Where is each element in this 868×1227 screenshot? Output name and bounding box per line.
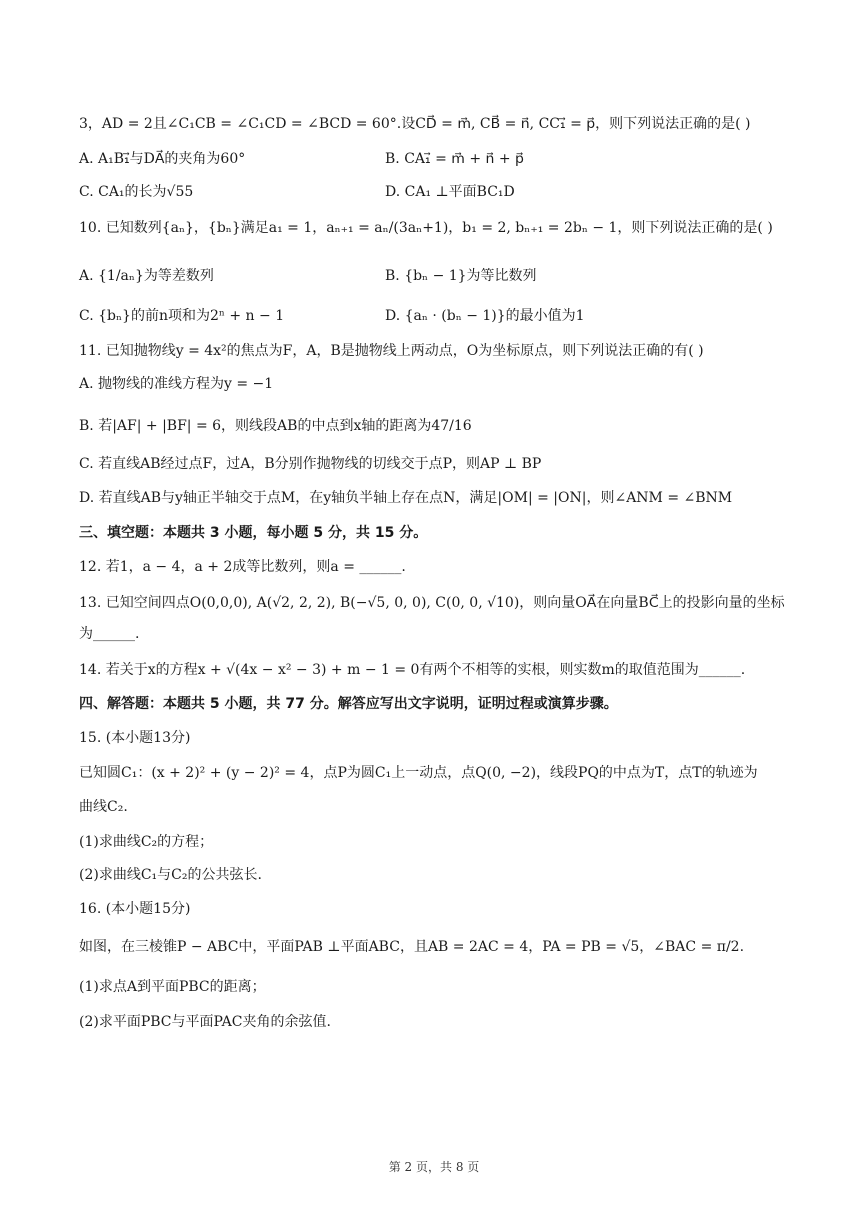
q10-option-c: C. {bₙ}的前n项和为2ⁿ + n − 1 xyxy=(79,308,285,324)
question-16-part-1: (1)求点A到平面PBC的距离； xyxy=(79,979,266,995)
question-11-stem: 11. 已知抛物线y = 4x²的焦点为F，A，B是抛物线上两动点，O为坐标原点，则下列说法正确的有( ) xyxy=(79,343,704,359)
q9-option-c: C. CA₁的长为√55 xyxy=(79,184,194,200)
question-15-stem: 已知圆C₁：(x + 2)² + (y − 2)² = 4，点P为圆C₁上一动点，点Q(0, −2)，线段PQ的中点为T，点T的轨迹为 xyxy=(79,765,758,781)
question-14: 14. 若关于x的方程x + √(4x − x² − 3) + m − 1 = 0有两个不相等的实根，则实数m的取值范围为______. xyxy=(79,662,746,678)
question-15-stem-cont: 曲线C₂. xyxy=(79,799,128,815)
q10-option-d: D. {aₙ · (bₙ − 1)}的最小值为1 xyxy=(385,308,585,324)
q11-option-d: D. 若直线AB与y轴正半轴交于点M，在y轴负半轴上存在点N，满足|OM| = |ON|，则∠ANM = ∠BNM xyxy=(79,490,733,506)
page-footer: 第 2 页，共 8 页 xyxy=(388,1160,480,1174)
question-15-header: 15. (本小题13分) xyxy=(79,730,191,746)
question-16-stem: 如图，在三棱锥P − ABC中，平面PAB ⊥平面ABC，且AB = 2AC = 4，PA = PB = √5，∠BAC = π/2. xyxy=(79,939,745,955)
question-16-part-2: (2)求平面PBC与平面PAC夹角的余弦值. xyxy=(79,1014,331,1030)
question-13: 13. 已知空间四点O(0,0,0), A(√2, 2, 2), B(−√5, 0, 0), C(0, 0, √10)，则向量OA⃗在向量BC⃗上的投影向量的坐标 xyxy=(79,595,785,611)
q10-option-b: B. {bₙ − 1}为等比数列 xyxy=(385,268,537,284)
q10-option-a: A. {1/aₙ}为等差数列 xyxy=(79,268,214,284)
q9-option-a: A. A₁B₁⃗与DA⃗的夹角为60° xyxy=(79,151,246,167)
q9-option-b: B. CA₁⃗ = m⃗ + n⃗ + p⃗ xyxy=(385,151,524,167)
q11-option-b: B. 若|AF| + |BF| = 6，则线段AB的中点到x轴的距离为47/16 xyxy=(79,418,472,434)
question-15-part-1: (1)求曲线C₂的方程； xyxy=(79,834,214,850)
q11-option-c: C. 若直线AB经过点F，过A，B分别作抛物线的切线交于点P，则AP ⊥ BP xyxy=(79,456,542,472)
question-10-stem: 10. 已知数列{aₙ}，{bₙ}满足a₁ = 1，aₙ₊₁ = aₙ/(3aₙ+1)，b₁ = 2, bₙ₊₁ = 2bₙ − 1，则下列说法正确的是( ) xyxy=(79,220,773,236)
question-9-stem-end: 3，AD = 2且∠C₁CB = ∠C₁CD = ∠BCD = 60°.设CD⃗ = m⃗, CB⃗ = n⃗, CC₁⃗ = p⃗，则下列说法正确的是( ) xyxy=(79,116,751,132)
question-16-header: 16. (本小题15分) xyxy=(79,901,191,917)
question-15-part-2: (2)求曲线C₁与C₂的公共弦长. xyxy=(79,867,262,883)
question-13-cont: 为______. xyxy=(79,626,140,642)
section-solve-heading: 四、解答题：本题共 5 小题，共 77 分。解答应写出文字说明，证明过程或演算步骤。 xyxy=(79,696,618,712)
question-12: 12. 若1，a − 4，a + 2成等比数列，则a = ______. xyxy=(79,559,406,575)
section-fill-in-heading: 三、填空题：本题共 3 小题，每小题 5 分，共 15 分。 xyxy=(79,525,428,541)
q9-option-d: D. CA₁ ⊥平面BC₁D xyxy=(385,184,515,200)
q11-option-a: A. 抛物线的准线方程为y = −1 xyxy=(79,376,274,392)
